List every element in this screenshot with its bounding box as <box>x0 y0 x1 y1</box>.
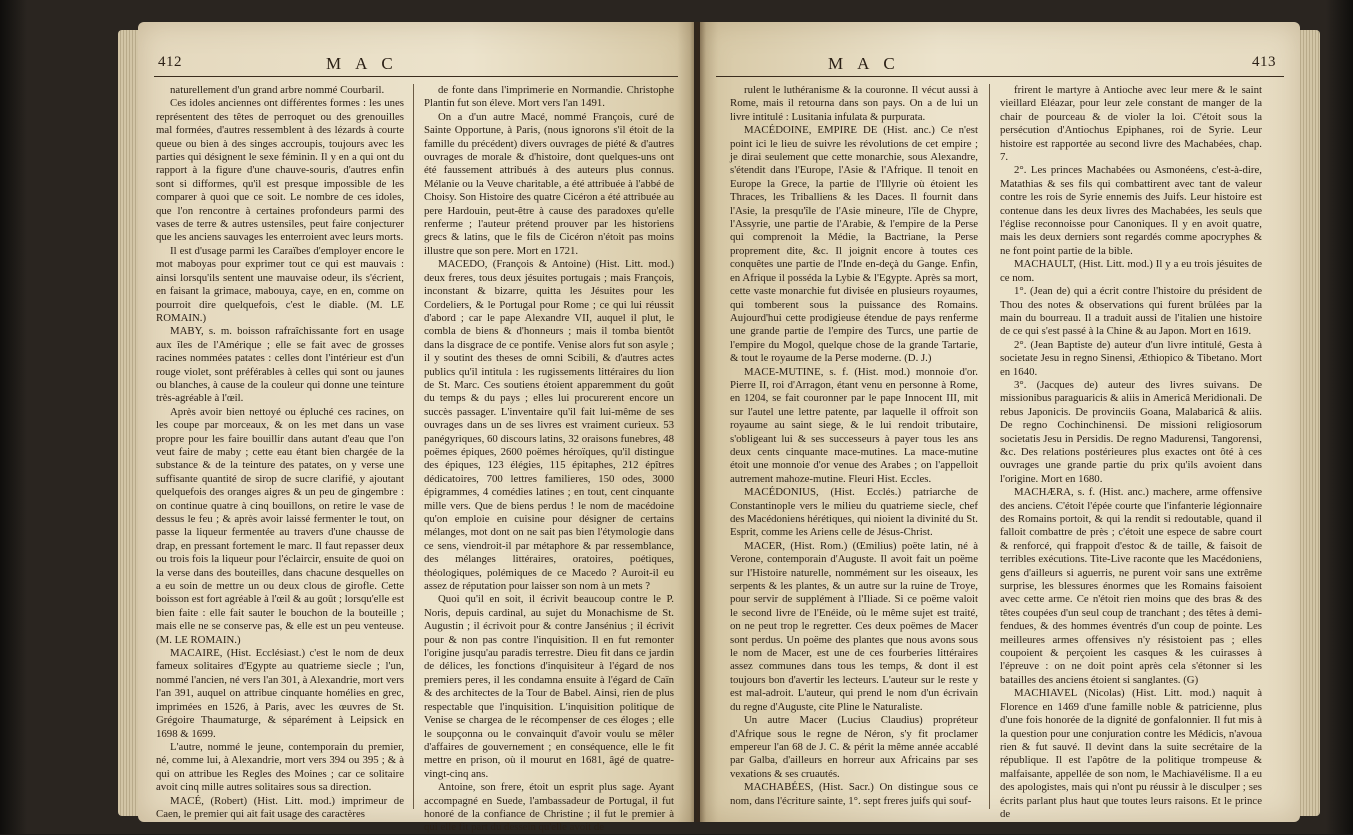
paragraph: MACÉDONIUS, (Hist. Ecclés.) patriarche de Constantinople vers le milieu du quatrieme siecle, chef des Macédoniens hérétiques, qui nioient la divinité du St. Esprit, comme les Ariens celle de Jésus-Christ. <box>730 486 978 539</box>
left-page-header <box>138 54 694 84</box>
page-number: 413 <box>1252 54 1276 70</box>
paragraph: 2°. (Jean Baptiste de) auteur d'un livre intitulé, Gesta à societate Jesu in regno Sinensi, Æthiopico & Tibetano. Mort en 1640. <box>1000 338 1262 378</box>
right-page-header <box>700 54 1300 84</box>
paragraph: Antoine, son frere, étoit un esprit plus sage. Ayant accompagné en Suede, l'ambassadeur de Portugal, il fut honoré de la confiance de Christine ; il fut le premier à qui elle fit part du dessein qu'elle avoit de <box>424 781 674 834</box>
book-gutter <box>690 22 706 822</box>
paragraph: MACHABÉES, (Hist. Sacr.) On distingue sous ce nom, dans l'écriture sainte, 1°. sept freres juifs qui souf- <box>730 781 978 807</box>
left-page <box>138 22 694 834</box>
paragraph: Après avoir bien nettoyé ou épluché ces racines, on les coupe par morceaux, & on les met dans un vase propre pour les faire bouillir dans autant d'eau que l'on veut faire de maby ; cette eau étant bien chargée de la substance & de la teinture des patates, on y verse une suffisante quantité de sirop de sucre clarifié, y ajoutant quelquefois des oranges aigres & un peu de gingembre : on continue quatre à cinq bouillons, on retire le vase de dessus le feu ; & après avoir laissé fermenter le tout, on passe la liqueur fermentée au travers d'une chausse de drap, en pressant fortement le marc. Il faut repasser deux ou trois fois la liqueur pour l'éclaircir, ensuite de quoi on la verse dans des bouteilles, dans chacune desquelles on a eu soin de mettre un ou deux clous de girofle. Cette boisson est fort agréable à l'œil & au goût ; lorsqu'elle est bien faite : elle fait sauter le bouchon de la bouteille ; mais elle ne se conserve pas, & elle est un peu venteuse. (M. LE ROMAIN.) <box>156 405 404 646</box>
left-page-edges <box>118 30 140 816</box>
paragraph: naturellement d'un grand arbre nommé Courbaril. <box>170 84 385 96</box>
paragraph: 2°. Les princes Machabées ou Asmonéens, c'est-à-dire, Matathias & ses fils qui combattirent avec tant de valeur contre les rois de Syrie ennemis des Juifs. Leur histoire est contenue dans les deux livres des Machabées, les seuls que l'église reconnoisse pour Canoniques. Il y en avoit quatre, mais les deux derniers sont regardés comme apocryphes & ne font point partie de la bible. <box>1000 164 1262 257</box>
left-column-1 <box>156 84 404 820</box>
column-divider <box>989 84 990 809</box>
header-rule <box>716 76 1284 77</box>
paragraph: 3°. (Jacques de) auteur des livres suivans. De missionibus paraguaricis & aliis in Americâ Meridionali. De rebus Japonicis. De provinciis Goana, Malabaricâ & aliis. De regno Cochinchinensi. De missioni religiosorum societatis Jesu in Persidis. De regno Madurensi, Tangorensi, &c. Des relations postérieures plus exactes ont ôté à ces ouvrages une grande partie du prix qu'ils avoient dans l'origine. Mort en 1680. <box>1000 378 1262 485</box>
right-column-1 <box>730 84 978 812</box>
paragraph: MACHÆRA, s. f. (Hist. anc.) machere, arme offensive des anciens. C'étoit l'épée courte que l'infanterie légionnaire des Romains portoit, & qui la rendit si redoutable, quand il falloit combattre de près ; c'étoit une espece de sabre court & renforcé, qui frappoit d'estoc & de taille, & faisoit de terribles exécutions. Tite-Live raconte que les Macédoniens, gens d'ailleurs si aguerris, ne purent voir sans une extrême surprise, les blessures énormes que les Romains faisoient avec cette arme. Ce n'étoit rien moins que des bras & des têtes coupées d'un seul coup de tranchant ; des têtes à demi-fendues, & des hommes éventrés d'un coup de pointe. Les meilleures armes offensives n'y résistoient pas ; elles coupoient & perçoient les casques & les cuirasses à l'épreuve : on ne doit point après cela s'étonner si les batailles des anciens étoient si sanglantes. (G) <box>1000 486 1262 686</box>
paragraph: MACAIRE, (Hist. Ecclésiast.) c'est le nom de deux fameux solitaires d'Egypte au quatrieme siecle ; l'un, nommé l'ancien, né vers l'an 301, à Alexandrie, mort vers l'an 391, auquel on attribue cinquante homélies en grec, imprimées en 1526, à Paris, avec les œuvres de St. Grégoire Thaumaturge, & séparément à Leipsick en 1698 & 1699. <box>156 647 404 740</box>
paragraph: MACHAULT, (Hist. Litt. mod.) Il y a eu trois jésuites de ce nom. <box>1000 258 1262 284</box>
paragraph: Quoi qu'il en soit, il écrivit beaucoup contre le P. Noris, depuis cardinal, au sujet du Monachisme de St. Augustin ; il écrivoit pour & contre Jansénius ; il écrivit pour & non pas contre l'inquisition. Il en fut remonter l'origine jusqu'au paradis terrestre. Dieu fit dans ce jardin de délices, les fonctions d'inquisiteur à l'égard de nos premiers peres, il les condamna ensuite à l'égard de Caïn & des architectes de la Tour de Babel. Ainsi, rien de plus respectable que l'inquisition. L'inquisition politique de Venise se chargea de le récompenser de ces éloges ; elle le soupçonna ou le convainquit d'avoir voulu se mêler d'affaires de gouvernement ; en conséquence, elle le fit mettre en prison, où il mourut en 1681, âgé de quatre-vingt-cinq ans. <box>424 593 674 780</box>
running-head: MAC <box>326 54 407 73</box>
right-page-edges <box>1298 30 1320 816</box>
paragraph: rulent le luthéranisme & la couronne. Il vécut aussi à Rome, mais il retourna dans son pays. On a de lui un livre intitulé : Lusitania infulata & purpurata. <box>730 84 978 123</box>
paragraph: MACÉ, (Robert) (Hist. Litt. mod.) imprimeur de Caen, le premier qui ait fait usage des caractères <box>156 794 404 820</box>
header-rule <box>154 76 678 77</box>
running-head: MAC <box>828 54 909 73</box>
paragraph: 1°. (Jean de) qui a écrit contre l'histoire du président de Thou des notes & observations qui furent brûlées par la main du bourreau. Il a traduit aussi de l'italien une histoire de ce qui s'est passé à la Chine & au Japon. Mort en 1619. <box>1000 285 1262 338</box>
paragraph: de fonte dans l'imprimerie en Normandie. Christophe Plantin fut son éleve. Mort vers l'an 1491. <box>424 84 674 110</box>
paragraph: MACE-MUTINE, s. f. (Hist. mod.) monnoie d'or. Pierre II, roi d'Arragon, étant venu en personne à Rome, en 1204, se fait couronner par le pape Innocent III, mit sur l'autel une lettre patente, par laquelle il offroit son royaume au saint siege, & le lui rendoit tributaire, s'obligeant lui & ses successeurs à payer tous les ans deux cents cinquante mace-mutines. La mace-mutine étoit une monnoie d'or venue des Arabes ; on l'appelloit autrement mahoze-mutine. Fleuri Hist. Eccles. <box>730 365 978 485</box>
paragraph: Un autre Macer (Lucius Claudius) propréteur d'Afrique sous le regne de Néron, s'y fit proclamer empereur l'an 68 de J. C. & périt la même année accablé par Galba, d'ailleurs en horreur aux Africains par ses vexations & ses cruautés. <box>730 714 978 780</box>
paragraph: L'autre, nommé le jeune, contemporain du premier, né, comme lui, à Alexandrie, mort vers 394 ou 395 ; & à qui on attribue les Regles des Moines ; car ce solitaire avoit cinq mille autres solitaires sous sa direction. <box>156 740 404 794</box>
paragraph: On a d'un autre Macé, nommé François, curé de Sainte Opportune, à Paris, (nous ignorons s'il étoit de la famille du précédent) divers ouvrages de piété & d'autres ouvrages de morale & d'histoire, dont quelques-uns ont été faussement attribués à des auteurs plus connus. Mélanie ou la Veuve charitable, a été attribuée à l'abbé de Choisy. Son Histoire des quatre Cicéron a été attribuée au pere Hardouin, peut-être à cause des paradoxes qu'elle renferme ; l'auteur prétend prouver par les historiens grecs & latins, que le fils de Cicéron n'étoit pas moins illustre que son pere. Mort en 1721. <box>424 110 674 257</box>
paragraph: MACHIAVEL (Nicolas) (Hist. Litt. mod.) naquit à Florence en 1469 d'une famille noble & patricienne, plus d'une fois honorée de la dignité de gonfalonnier. Il fut mis à la question pour une conjuration contre les Médicis, n'avoua rien & fut sauvé. Il devint dans la suite secrétaire de la république. Il est l'apôtre de la politique trompeuse & malfaisante, appellée de son nom, le Machiavélisme. Il a eu des apologistes, mais qui n'ont pu réussir à le disculper ; ses écrits parlant plus haut que toutes leurs raisons. Et le prince de <box>1000 687 1262 820</box>
paragraph: Il est d'usage parmi les Caraïbes d'employer encore le mot maboyas pour exprimer tout ce qui est mauvais : ainsi lorsqu'ils sentent une mauvaise odeur, ils s'écrient, en faisant la grimace, mabouya, caye, en en, comme on pourroit dire quelquefois, c'est le diable. (M. LE ROMAIN.) <box>156 244 404 324</box>
column-divider <box>413 84 414 809</box>
paragraph: MACER, (Hist. Rom.) (Œmilius) poëte latin, né à Verone, contemporain d'Auguste. Il avoit fait un poëme sur l'Histoire naturelle, nommément sur les oiseaux, les serpents & les plantes, & un autre sur la ruine de Troye, pour servir de supplément à l'Iliade. Si ce poëme valoit le second livre de l'Enéide, où le même sujet est traité, on ne peut trop le regretter. Ces deux poëmes de Macer sont perdus. Un poëme des plantes que nous avons sous le nom de Macer, est une de ces fourberies littéraires assez communes dans tous les temps, & dont il est toujours bon d'avertir les lecteurs. L'auteur sur le reste y est mal-adroit. L'auteur, qui prend le nom d'un écrivain du regne d'Auguste, cite Pline le Naturaliste. <box>730 539 978 713</box>
paragraph: Ces idoles anciennes ont différentes formes : les unes représentent des têtes de perroquet ou des grenouilles mal formées, d'autres ressemblent à des lézards à courte queue ou bien à des singes accroupis, toujours avec les parties qui désignent le sexe féminin. Il y en a qui ont du rapport à la figure d'une chauve-souris, d'autres enfin sont si difformes, qu'il est presque impossible de les comparer à quoi que ce soit. Le nombre de ces idoles, que l'on rencontre à certaines profondeurs parmi des vases de terre & autres ustensiles, peut faire conjecturer que les anciens sauvages les enterroient avec leurs morts. <box>156 97 404 244</box>
right-page <box>700 22 1300 822</box>
paragraph: MACEDO, (François & Antoine) (Hist. Litt. mod.) deux freres, tous deux jésuites portugais ; mais François, inconstant & bizarre, quitta les Jésuites pour les Cordeliers, & le Portugal pour Rome ; ce qui lui réussit d'abord ; car le pape Alexandre VII, auquel il plut, le combla de biens & d'honneurs ; mais il tomba bientôt dans la disgrace de ce pontife. Venise alors fut son asyle ; il y soutint des theses de omni Scibili, & d'autres actes publics qu'il intitula : les rugissements littéraires du lion de St. Marc. Ces soutiens étoient apparemment du goût du temps & du pays ; elles lui procurerent encore un succès passager. L'inventaire qu'il fait lui-même de ses ouvrages dans un de ses livres est vraiment curieux. 53 panégyriques, 60 discours latins, 32 oraisons funebres, 48 poëmes épiques, 2600 poëmes héroïques, qu'il distingue des épiques, 123 élégies, 115 épitaphes, 212 épîtres dédicatoires, 700 lettres familieres, 150 odes, 3000 épigrammes, 4 comédies latines ; en tout, cent cinquante mille vers. Que de biens perdus ! le nom de macédoine qu'on emploie en cuisine pour désigner de certains mélanges, mot dont on ne sait pas bien l'étymologie dans ce sens, viendroit-il par métaphore & par ressemblance, des mélanges littéraires, oratoires, poétiques, théologiques, polémiques de ce Macedo ? Auroit-il eu assez de réputation pour laisser son nom à un mets ? <box>424 258 674 593</box>
paragraph: frirent le martyre à Antioche avec leur mere & le saint vieillard Eléazar, pour leur zele constant de manger de la chair de pourceau & de violer la loi. C'étoit sous la persécution d'Antiochus Epiphanes, roi de Syrie. Leur histoire est rapportée au second livre des Machabées, chap. 7. <box>1000 84 1262 164</box>
paragraph: MABY, s. m. boisson rafraîchissante fort en usage aux îles de l'Amérique ; elle se fait avec de grosses racines nommées patates : celles dont l'intérieur est d'un rouge violet, sont préférables à celles qui sont ou jaunes ou blanches, à cause de la couleur qui donne une teinture très-agréable à l'œil. <box>156 325 404 405</box>
right-column-2 <box>1000 84 1262 820</box>
paragraph: MACÉDOINE, EMPIRE DE (Hist. anc.) Ce n'est point ici le lieu de suivre les révolutions de cet empire ; je dirai seulement que cette monarchie, sous Alexandre, s'étendit dans l'Europe, l'Asie & l'Afrique. Il tenoit en Europe la Grece, la partie de l'Illyrie où étoient les Thraces, les Triballiens & les Daces. Il fournit dans l'Asie, la presqu'île de l'Asie mineure, l'île de Chypre, l'Assyrie, une partie de l'Arabie, & l'empire de la Perse qui comprenoit la Médie, la Bactriane, la Perse proprement dite, &c. Il joignit encore à toutes ces conquêtes une partie de l'Inde en-deçà du Gange. Enfin, en Afrique il posséda la Lybie & l'Egypte. Après sa mort, cette vaste monarchie fut divisée en plusieurs royaumes, qui tomberent sous la puissance des Romains. Aujourd'hui cette prodigieuse étendue de pays renferme une grande partie de l'empire des Turcs, une partie de l'empire du Mogol, quelque chose de la grande Tartarie, & tout le royaume de la Perse moderne. (D. J.) <box>730 124 978 365</box>
page-number: 412 <box>158 54 182 70</box>
left-column-2 <box>424 84 674 834</box>
